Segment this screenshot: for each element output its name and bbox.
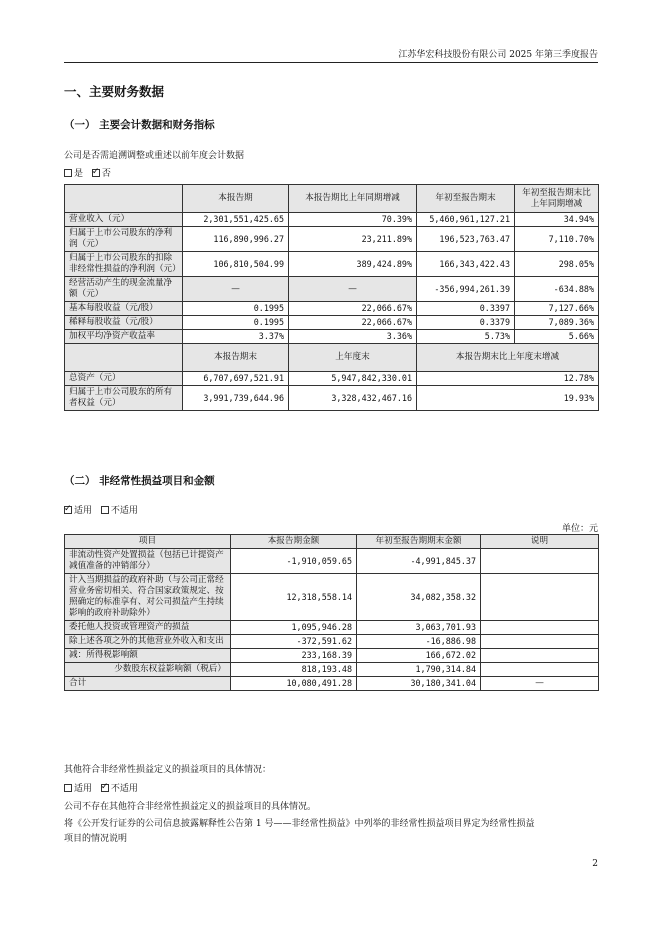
restate-options [64, 166, 117, 179]
subsection-title-accounting-data: （一） 主要会计数据和财务指标 [64, 119, 215, 131]
row-label: 合计 [65, 677, 231, 691]
table-row [65, 213, 599, 227]
row-label: 归属于上市公司股东的所有者权益（元） [65, 386, 183, 411]
table2-header-current: 本报告期金额 [231, 535, 357, 549]
cell-note [481, 635, 599, 649]
row-label: 加权平均净资产收益率 [65, 330, 183, 344]
cell-value: -1,910,059.65 [231, 549, 357, 574]
row-label: 减：所得税影响额 [65, 649, 231, 663]
option-yes-label: 是 [74, 169, 84, 179]
cell-value: 0.1995 [183, 316, 289, 330]
cell-value: 3.36% [289, 330, 417, 344]
cell-value: 3.37% [183, 330, 289, 344]
cell-value: 22,066.67% [289, 316, 417, 330]
table1-header2-period-end: 本报告期末 [183, 344, 289, 372]
financial-indicators-table [64, 184, 599, 411]
cell-note [481, 621, 599, 635]
cell-value: 298.05% [515, 252, 599, 277]
table1-header-yoy-change: 本报告期比上年同期增减 [289, 185, 417, 213]
restate-question: 公司是否需追溯调整或重述以前年度会计数据 [64, 151, 245, 161]
other-apply-options [64, 781, 144, 794]
table-row [65, 635, 599, 649]
cell-value: -4,991,845.37 [357, 549, 481, 574]
checkbox-yes-icon[interactable] [64, 169, 72, 177]
table-row [65, 302, 599, 316]
checkbox-not-apply-icon[interactable] [101, 506, 109, 514]
cell-value: 10,080,491.28 [231, 677, 357, 691]
cell-value: 23,211.89% [289, 227, 417, 252]
recategorize-text-line2: 项目的情况说明 [64, 834, 128, 844]
table-row [65, 677, 599, 691]
table-row [65, 330, 599, 344]
cell-value: 116,890,996.27 [183, 227, 289, 252]
cell-value: -634.88% [515, 277, 599, 302]
cell-value: 70.39% [289, 213, 417, 227]
cell-value: 1,790,314.84 [357, 663, 481, 677]
cell-value: — [289, 277, 417, 302]
page-number: 2 [592, 859, 598, 869]
option-not-apply-label: 不适用 [110, 506, 138, 516]
cell-value: 7,127.66% [515, 302, 599, 316]
cell-value: 196,523,763.47 [417, 227, 515, 252]
cell-value: 233,168.39 [231, 649, 357, 663]
no-other-items-text: 公司不存在其他符合非经常性损益定义的损益项目的具体情况。 [64, 802, 317, 812]
table1-header-ytd: 年初至报告期末 [417, 185, 515, 213]
cell-note [481, 549, 599, 574]
cell-value: 0.1995 [183, 302, 289, 316]
table2-header-item: 项目 [65, 535, 231, 549]
table1-header-ytd-change: 年初至报告期末比上年同期增减 [515, 185, 599, 213]
option-other-apply-label: 适用 [74, 784, 93, 794]
cell-value: 2,301,551,425.65 [183, 213, 289, 227]
table-row [65, 372, 599, 386]
cell-value: -16,886.98 [357, 635, 481, 649]
cell-value: -372,591.62 [231, 635, 357, 649]
table1-header2-empty [65, 344, 183, 372]
cell-value: 166,343,422.43 [417, 252, 515, 277]
cell-value: 34,082,358.32 [357, 574, 481, 621]
cell-note [481, 649, 599, 663]
cell-value: 6,707,697,521.91 [183, 372, 289, 386]
table1-header-empty [65, 185, 183, 213]
cell-value: 0.3379 [417, 316, 515, 330]
recategorize-text-line1: 将《公开发行证券的公司信息披露解释性公告第 1 号——非经常性损益》中列举的非经常性损益项目界定为经常性损益 [64, 819, 535, 829]
non-recurring-items-table [64, 534, 599, 691]
section-title-financial-data: 一、主要财务数据 [64, 84, 165, 99]
row-label: 基本每股收益（元/股） [65, 302, 183, 316]
subsection-title-non-recurring: （二） 非经常性损益项目和金额 [64, 475, 215, 487]
cell-value: 19.93% [417, 386, 599, 411]
row-label: 经营活动产生的现金流量净额（元） [65, 277, 183, 302]
cell-note [481, 663, 599, 677]
cell-value: 389,424.89% [289, 252, 417, 277]
cell-value: 22,066.67% [289, 302, 417, 316]
row-label: 除上述各项之外的其他营业外收入和支出 [65, 635, 231, 649]
cell-value: 30,180,341.04 [357, 677, 481, 691]
unit-label: 单位：元 [561, 524, 598, 534]
cell-value: 1,095,946.28 [231, 621, 357, 635]
table-row [65, 227, 599, 252]
checkbox-other-not-apply-checked-icon[interactable] [101, 784, 109, 792]
table1-header-current-period: 本报告期 [183, 185, 289, 213]
page-header: 江苏华宏科技股份有限公司 2025 年第三季度报告 [398, 50, 598, 60]
cell-value: 106,810,504.99 [183, 252, 289, 277]
checkbox-no-checked-icon[interactable] [92, 169, 100, 177]
cell-value: 7,089.36% [515, 316, 599, 330]
cell-value: 3,991,739,644.96 [183, 386, 289, 411]
row-label: 归属于上市公司股东的净利润（元） [65, 227, 183, 252]
row-label: 营业收入（元） [65, 213, 183, 227]
header-divider [64, 62, 598, 63]
table-row [65, 621, 599, 635]
row-label: 总资产（元） [65, 372, 183, 386]
cell-value: 3,328,432,467.16 [289, 386, 417, 411]
table-row [65, 316, 599, 330]
cell-value: 166,672.02 [357, 649, 481, 663]
row-label: 计入当期损益的政府补助（与公司正常经营业务密切相关、符合国家政策规定、按照确定的标准享有、对公司损益产生持续影响的政府补助除外） [65, 574, 231, 621]
cell-value: 7,110.70% [515, 227, 599, 252]
table-row [65, 649, 599, 663]
table-row [65, 277, 599, 302]
cell-value: 12.78% [417, 372, 599, 386]
cell-value: 0.3397 [417, 302, 515, 316]
option-other-not-apply-label: 不适用 [110, 784, 138, 794]
row-label: 委托他人投资或管理资产的损益 [65, 621, 231, 635]
cell-value: -356,994,261.39 [417, 277, 515, 302]
cell-value: 5,460,961,127.21 [417, 213, 515, 227]
table-row [65, 386, 599, 411]
cell-note [481, 574, 599, 621]
row-label: 非流动性资产处置损益（包括已计提资产减值准备的冲销部分） [65, 549, 231, 574]
table1-header2-change: 本报告期末比上年度末增减 [417, 344, 599, 372]
table-row [65, 574, 599, 621]
table2-header-note: 说明 [481, 535, 599, 549]
table-row [65, 252, 599, 277]
apply-options [64, 503, 144, 516]
cell-value: 5.66% [515, 330, 599, 344]
row-label: 稀释每股收益（元/股） [65, 316, 183, 330]
checkbox-other-apply-icon[interactable] [64, 784, 72, 792]
option-apply-label: 适用 [74, 506, 93, 516]
table1-header2-prior-year-end: 上年度末 [289, 344, 417, 372]
row-label: 归属于上市公司股东的扣除非经常性损益的净利润（元） [65, 252, 183, 277]
cell-value: 3,063,701.93 [357, 621, 481, 635]
checkbox-apply-checked-icon[interactable] [64, 506, 72, 514]
cell-value: 5.73% [417, 330, 515, 344]
cell-note: — [481, 677, 599, 691]
option-no-label: 否 [101, 169, 111, 179]
table2-header-ytd: 年初至报告期期末金额 [357, 535, 481, 549]
cell-value: 12,318,558.14 [231, 574, 357, 621]
row-label: 少数股东权益影响额（税后） [65, 663, 231, 677]
table-row [65, 663, 599, 677]
table-row [65, 549, 599, 574]
cell-value: 5,947,842,330.01 [289, 372, 417, 386]
other-items-text: 其他符合非经常性损益定义的损益项目的具体情况： [64, 765, 272, 775]
cell-value: 34.94% [515, 213, 599, 227]
cell-value: — [183, 277, 289, 302]
cell-value: 818,193.48 [231, 663, 357, 677]
